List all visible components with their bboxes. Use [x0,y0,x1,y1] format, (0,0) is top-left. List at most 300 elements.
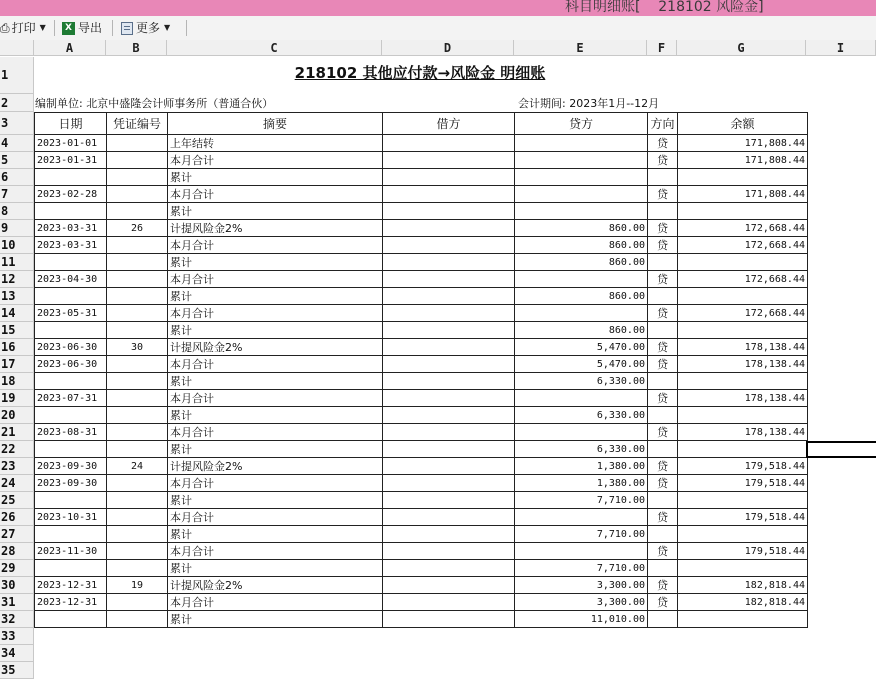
cell-balance[interactable]: 171,808.44 [678,186,808,203]
table-row [35,288,808,305]
header-voucher[interactable]: 凭证编号 [107,113,168,135]
cell-voucher[interactable] [107,203,168,220]
cell-summary[interactable]: 本月合计 [168,186,383,203]
report-title: 218102 其他应付款→风险金 明细账 [294,64,546,82]
row-header[interactable]: 10 [0,237,34,254]
cell-debit[interactable] [383,611,515,628]
cell-credit[interactable] [515,203,648,220]
cell-debit[interactable] [383,458,515,475]
table-row [35,135,808,152]
row-header[interactable]: 9 [0,220,34,237]
cell-debit[interactable] [383,577,515,594]
table-row [35,407,808,424]
cell-balance[interactable]: 178,138.44 [678,390,808,407]
cell-summary[interactable]: 本月合计 [168,475,383,492]
header-debit[interactable]: 借方 [383,113,515,135]
more-label: 更多 [136,21,161,35]
cell-debit[interactable] [383,543,515,560]
cell-voucher[interactable] [107,475,168,492]
cell-date[interactable]: 2023-09-30 [35,458,107,475]
table-row [35,220,808,237]
row-header[interactable]: 20 [0,407,34,424]
row-header[interactable]: 13 [0,288,34,305]
cell-voucher[interactable] [107,288,168,305]
cell-debit[interactable] [383,424,515,441]
cell-credit[interactable] [515,424,648,441]
row-header[interactable]: 30 [0,577,34,594]
cell-voucher[interactable] [107,169,168,186]
cell-balance[interactable]: 182,818.44 [678,577,808,594]
cell-date[interactable]: 2023-11-30 [35,543,107,560]
cell-credit[interactable]: 5,470.00 [515,356,648,373]
cell-credit[interactable] [515,152,648,169]
cell-summary[interactable]: 本月合计 [168,509,383,526]
printer-icon: ⎙ [0,21,10,35]
cell-voucher[interactable] [107,526,168,543]
table-row [35,254,808,271]
cell-summary[interactable]: 累计 [168,322,383,339]
row-header[interactable]: 23 [0,458,34,475]
cell-summary[interactable]: 本月合计 [168,356,383,373]
row-header[interactable]: 19 [0,390,34,407]
cell-date[interactable] [35,203,107,220]
cell-date[interactable]: 2023-12-31 [35,594,107,611]
cell-debit[interactable] [383,254,515,271]
row-header[interactable]: 2 [0,94,34,112]
row-header[interactable]: 14 [0,305,34,322]
cell-direction[interactable]: 贷 [648,339,678,356]
cell-debit[interactable] [383,322,515,339]
table-row [35,203,808,220]
table-row [35,560,808,577]
cell-summary[interactable]: 累计 [168,526,383,543]
toolbar-divider [54,20,55,36]
cell-debit[interactable] [383,237,515,254]
cell-voucher[interactable] [107,373,168,390]
cell-direction[interactable] [648,560,678,577]
column-header[interactable]: E [514,40,647,56]
cell-balance[interactable]: 172,668.44 [678,305,808,322]
cell-debit[interactable] [383,220,515,237]
cell-credit[interactable] [515,305,648,322]
table-row [35,475,808,492]
cell-direction[interactable]: 贷 [648,152,678,169]
row-header[interactable]: 22 [0,441,34,458]
cell-summary[interactable]: 累计 [168,169,383,186]
cell-credit[interactable] [515,271,648,288]
cell-balance[interactable] [678,492,808,509]
cell-voucher[interactable] [107,152,168,169]
cell-summary[interactable]: 本月合计 [168,305,383,322]
corner-cell[interactable] [0,40,34,56]
cell-debit[interactable] [383,288,515,305]
cell-balance[interactable]: 172,668.44 [678,220,808,237]
cell-direction[interactable] [648,441,678,458]
table-row [35,237,808,254]
cell-direction[interactable] [648,526,678,543]
cell-voucher[interactable]: 30 [107,339,168,356]
cell-date[interactable]: 2023-12-31 [35,577,107,594]
more-button[interactable] [121,19,170,37]
print-label: 打印 [11,21,36,35]
cell-balance[interactable]: 172,668.44 [678,271,808,288]
header-summary[interactable]: 摘要 [168,113,383,135]
table-row [35,458,808,475]
cell-direction[interactable]: 贷 [648,509,678,526]
row-header[interactable]: 26 [0,509,34,526]
cell-voucher[interactable] [107,424,168,441]
cell-direction[interactable]: 贷 [648,186,678,203]
column-header[interactable]: G [677,40,806,56]
cell-summary[interactable]: 累计 [168,288,383,305]
cell-date[interactable]: 2023-01-31 [35,152,107,169]
cell-voucher[interactable] [107,237,168,254]
header-balance[interactable]: 余额 [678,113,808,135]
cell-credit[interactable]: 7,710.00 [515,560,648,577]
cell-balance[interactable]: 179,518.44 [678,475,808,492]
cell-debit[interactable] [383,492,515,509]
row-header[interactable]: 24 [0,475,34,492]
cell-credit[interactable] [515,509,648,526]
cell-voucher[interactable]: 24 [107,458,168,475]
toolbar-divider [186,20,187,36]
table-row [35,424,808,441]
cell-credit[interactable]: 7,710.00 [515,526,648,543]
cell-voucher[interactable] [107,135,168,152]
cell-direction[interactable] [648,288,678,305]
cell-date[interactable]: 2023-06-30 [35,339,107,356]
cell-voucher[interactable] [107,492,168,509]
cell-balance[interactable] [678,169,808,186]
cell-voucher[interactable] [107,611,168,628]
cell-balance[interactable] [678,254,808,271]
row-header[interactable]: 29 [0,560,34,577]
cell-credit[interactable] [515,186,648,203]
cell-direction[interactable]: 贷 [648,356,678,373]
table-row [35,543,808,560]
cell-summary[interactable]: 本月合计 [168,152,383,169]
cell-credit[interactable]: 7,710.00 [515,492,648,509]
cell-credit[interactable]: 11,010.00 [515,611,648,628]
cell-debit[interactable] [383,339,515,356]
cell-date[interactable] [35,288,107,305]
cell-balance[interactable]: 179,518.44 [678,509,808,526]
row-header[interactable]: 8 [0,203,34,220]
cell-credit[interactable]: 6,330.00 [515,441,648,458]
cell-credit[interactable]: 1,380.00 [515,475,648,492]
row-header[interactable]: 5 [0,152,34,169]
row-header[interactable]: 12 [0,271,34,288]
selected-cell[interactable] [806,441,876,458]
row-header[interactable]: 27 [0,526,34,543]
cell-credit[interactable]: 860.00 [515,322,648,339]
cell-voucher[interactable] [107,543,168,560]
cell-date[interactable]: 2023-03-31 [35,220,107,237]
cell-date[interactable] [35,169,107,186]
cell-summary[interactable]: 累计 [168,560,383,577]
cell-direction[interactable]: 贷 [648,135,678,152]
export-button[interactable] [62,19,102,37]
header-row [35,113,808,135]
cell-summary[interactable]: 本月合计 [168,237,383,254]
cell-balance[interactable]: 178,138.44 [678,424,808,441]
cell-voucher[interactable] [107,271,168,288]
cell-direction[interactable] [648,254,678,271]
cell-date[interactable]: 2023-05-31 [35,305,107,322]
cell-summary[interactable]: 本月合计 [168,594,383,611]
cell-direction[interactable]: 贷 [648,305,678,322]
cell-date[interactable] [35,492,107,509]
cell-date[interactable]: 2023-02-28 [35,186,107,203]
cell-summary[interactable]: 累计 [168,492,383,509]
row-header[interactable]: 4 [0,135,34,152]
column-header[interactable]: F [647,40,677,56]
cell-credit[interactable]: 860.00 [515,254,648,271]
cell-credit[interactable]: 860.00 [515,220,648,237]
cell-balance[interactable] [678,560,808,577]
table-row [35,492,808,509]
table-row [35,305,808,322]
cell-direction[interactable]: 贷 [648,594,678,611]
row-header[interactable]: 3 [0,112,34,135]
cell-direction[interactable]: 贷 [648,543,678,560]
report-unit: 编制单位: 北京中盛隆会计师事务所（普通合伙） [35,97,274,110]
cell-direction[interactable] [648,169,678,186]
cell-summary[interactable]: 计提风险金2% [168,339,383,356]
cell-direction[interactable] [648,611,678,628]
cell-debit[interactable] [383,509,515,526]
window-title: 科目明细账[ 218102 风险金] [565,0,764,15]
cell-debit[interactable] [383,203,515,220]
cell-date[interactable]: 2023-09-30 [35,475,107,492]
cell-summary[interactable]: 累计 [168,441,383,458]
print-button[interactable] [0,19,46,37]
excel-icon: X [62,22,75,35]
cell-balance[interactable]: 172,668.44 [678,237,808,254]
row-header[interactable]: 1 [0,57,34,94]
cell-debit[interactable] [383,152,515,169]
cell-summary[interactable]: 计提风险金2% [168,458,383,475]
chevron-down-icon: ▼ [164,23,171,32]
row-header[interactable]: 31 [0,594,34,611]
cell-date[interactable]: 2023-04-30 [35,271,107,288]
cell-date[interactable] [35,560,107,577]
cell-date[interactable]: 2023-01-01 [35,135,107,152]
row-header[interactable]: 28 [0,543,34,560]
cell-direction[interactable]: 贷 [648,237,678,254]
cell-direction[interactable] [648,373,678,390]
toolbar [0,16,876,41]
report-period: 会计期间: 2023年1月--12月 [518,97,660,110]
cell-balance[interactable] [678,322,808,339]
table-row [35,169,808,186]
row-header[interactable]: 17 [0,356,34,373]
cell-voucher[interactable] [107,509,168,526]
cell-direction[interactable]: 贷 [648,577,678,594]
table-row [35,373,808,390]
cell-debit[interactable] [383,526,515,543]
cell-balance[interactable]: 178,138.44 [678,356,808,373]
cell-date[interactable] [35,611,107,628]
cell-voucher[interactable] [107,305,168,322]
cell-balance[interactable] [678,373,808,390]
cell-credit[interactable]: 3,300.00 [515,594,648,611]
cell-credit[interactable]: 860.00 [515,237,648,254]
cell-credit[interactable]: 860.00 [515,288,648,305]
row-header[interactable]: 32 [0,611,34,628]
table-row [35,322,808,339]
cell-debit[interactable] [383,373,515,390]
cell-debit[interactable] [383,271,515,288]
cell-summary[interactable]: 计提风险金2% [168,220,383,237]
cell-direction[interactable] [648,407,678,424]
row-header[interactable]: 15 [0,322,34,339]
cell-summary[interactable]: 本月合计 [168,543,383,560]
cell-date[interactable] [35,373,107,390]
cell-date[interactable] [35,407,107,424]
cell-balance[interactable]: 179,518.44 [678,458,808,475]
cell-voucher[interactable]: 26 [107,220,168,237]
cell-summary[interactable]: 累计 [168,407,383,424]
cell-voucher[interactable] [107,390,168,407]
row-header[interactable]: 6 [0,169,34,186]
cell-debit[interactable] [383,356,515,373]
cell-credit[interactable]: 1,380.00 [515,458,648,475]
cell-voucher[interactable]: 19 [107,577,168,594]
cell-voucher[interactable] [107,594,168,611]
column-header[interactable]: D [382,40,514,56]
cell-credit[interactable]: 6,330.00 [515,373,648,390]
cell-summary[interactable]: 累计 [168,373,383,390]
row-header[interactable]: 16 [0,339,34,356]
cell-summary[interactable]: 累计 [168,254,383,271]
table-row [35,271,808,288]
table-row [35,611,808,628]
row-header[interactable]: 33 [0,628,34,645]
cell-debit[interactable] [383,390,515,407]
header-credit[interactable]: 贷方 [515,113,648,135]
chevron-down-icon: ▼ [39,23,46,32]
cell-debit[interactable] [383,407,515,424]
cell-voucher[interactable] [107,254,168,271]
cell-credit[interactable]: 6,330.00 [515,407,648,424]
row-header[interactable]: 35 [0,662,34,679]
cell-balance[interactable]: 179,518.44 [678,543,808,560]
cell-credit[interactable] [515,390,648,407]
cell-credit[interactable] [515,135,648,152]
row-header[interactable]: 7 [0,186,34,203]
cell-credit[interactable]: 3,300.00 [515,577,648,594]
cell-debit[interactable] [383,305,515,322]
export-label: 导出 [78,21,103,35]
cell-summary[interactable]: 计提风险金2% [168,577,383,594]
cell-summary[interactable]: 累计 [168,203,383,220]
cell-voucher[interactable] [107,560,168,577]
cell-date[interactable]: 2023-06-30 [35,356,107,373]
cell-balance[interactable]: 178,138.44 [678,339,808,356]
cell-credit[interactable] [515,169,648,186]
cell-balance[interactable] [678,288,808,305]
cell-direction[interactable]: 贷 [648,458,678,475]
cell-credit[interactable]: 5,470.00 [515,339,648,356]
cell-summary[interactable]: 上年结转 [168,135,383,152]
cell-credit[interactable] [515,543,648,560]
cell-date[interactable] [35,322,107,339]
cell-debit[interactable] [383,475,515,492]
cell-direction[interactable] [648,322,678,339]
cell-debit[interactable] [383,135,515,152]
cell-balance[interactable] [678,611,808,628]
ledger-table [34,112,808,628]
cell-date[interactable]: 2023-10-31 [35,509,107,526]
cell-direction[interactable] [648,492,678,509]
cell-summary[interactable]: 本月合计 [168,424,383,441]
cell-balance[interactable]: 182,818.44 [678,594,808,611]
cell-balance[interactable] [678,526,808,543]
cell-balance[interactable]: 171,808.44 [678,152,808,169]
row-header[interactable]: 18 [0,373,34,390]
cell-summary[interactable]: 本月合计 [168,390,383,407]
cell-direction[interactable]: 贷 [648,220,678,237]
table-row [35,509,808,526]
column-header[interactable]: C [167,40,382,56]
cell-summary[interactable]: 累计 [168,611,383,628]
cell-debit[interactable] [383,169,515,186]
column-header[interactable]: B [106,40,167,56]
cell-voucher[interactable] [107,322,168,339]
cell-date[interactable] [35,254,107,271]
cell-balance[interactable] [678,441,808,458]
cell-balance[interactable] [678,407,808,424]
cell-date[interactable] [35,526,107,543]
cell-balance[interactable] [678,203,808,220]
table-row [35,594,808,611]
cell-voucher[interactable] [107,407,168,424]
cell-direction[interactable] [648,203,678,220]
cell-date[interactable]: 2023-07-31 [35,390,107,407]
column-header[interactable]: I [806,40,876,56]
row-header[interactable]: 25 [0,492,34,509]
column-header[interactable]: A [34,40,106,56]
row-header[interactable]: 34 [0,645,34,662]
cell-voucher[interactable] [107,441,168,458]
cell-direction[interactable]: 贷 [648,390,678,407]
cell-direction[interactable]: 贷 [648,271,678,288]
cell-debit[interactable] [383,560,515,577]
row-header[interactable]: 21 [0,424,34,441]
cell-date[interactable]: 2023-08-31 [35,424,107,441]
table-row [35,441,808,458]
header-direction[interactable]: 方向 [648,113,678,135]
cell-date[interactable] [35,441,107,458]
row-header[interactable]: 11 [0,254,34,271]
cell-direction[interactable]: 贷 [648,424,678,441]
table-row [35,152,808,169]
more-icon [121,22,133,35]
cell-debit[interactable] [383,594,515,611]
cell-summary[interactable]: 本月合计 [168,271,383,288]
header-date[interactable]: 日期 [35,113,107,135]
cell-voucher[interactable] [107,186,168,203]
table-row [35,339,808,356]
cell-balance[interactable]: 171,808.44 [678,135,808,152]
cell-voucher[interactable] [107,356,168,373]
table-row [35,526,808,543]
cell-direction[interactable]: 贷 [648,475,678,492]
cell-debit[interactable] [383,441,515,458]
cell-debit[interactable] [383,186,515,203]
cell-date[interactable]: 2023-03-31 [35,237,107,254]
